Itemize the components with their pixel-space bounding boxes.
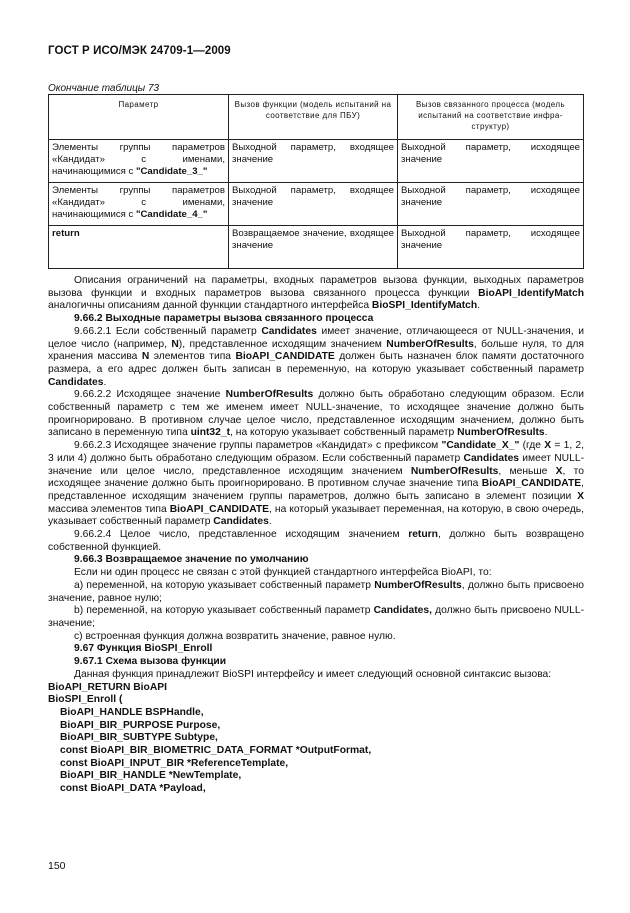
page-number: 150 xyxy=(48,860,66,872)
column-header: Вызов функции (модель испытаний на соответствие для ПБУ) xyxy=(229,95,398,140)
section-heading: 9.67.1 Схема вызова функции xyxy=(74,656,227,668)
list-item: а) переменной, на которую указывает собственный параметр NumberOfResults, должно быть присвоено значение, равное нулю; xyxy=(48,579,584,604)
table-caption: Окончание таблицы 73 xyxy=(48,83,160,94)
table-cell: Выходной параметр, входящее значение xyxy=(229,140,398,183)
column-header: Параметр xyxy=(49,95,229,140)
section-heading: 9.67 Функция BioSPI_Enroll xyxy=(74,643,213,655)
section-heading: 9.66.2 Выходные параметры вызова связанного процесса xyxy=(74,313,374,325)
paragraph: Данная функция принадлежит BioSPI интерфейсу и имеет следующий основной синтаксис вызова: xyxy=(74,668,552,680)
paragraph: Если ни один процесс не связан с этой функцией стандартного интерфейса BioAPI, то: xyxy=(74,567,492,579)
table-cell: Выходной параметр, входящее значение xyxy=(229,183,398,226)
code-line: BioAPI_BIR_HANDLE *NewTemplate, xyxy=(60,770,242,782)
paragraph: 9.66.2.4 Целое число, представленное исходящим значением return, должно быть возвращено собственной функцией. xyxy=(48,529,584,553)
code-line: BioSPI_Enroll ( xyxy=(48,694,123,706)
table-cell: Элементы группы параметров «Кандидат» с именами, начинающимися с "Candidate_3_" xyxy=(49,140,229,183)
table-header-row xyxy=(49,95,584,140)
code-line: const BioAPI_DATA *Payload, xyxy=(60,783,206,795)
body-text xyxy=(48,275,584,796)
table-row xyxy=(49,183,584,226)
code-line: BioAPI_BIR_PURPOSE Purpose, xyxy=(60,719,221,731)
document-header: ГОСТ Р ИСО/МЭК 24709-1—2009 xyxy=(48,45,231,57)
table-cell: return xyxy=(49,226,229,269)
list-item: b) переменной, на которую указывает собственный параметр Candidates, должно быть присвоено NULL-значение; xyxy=(48,605,585,629)
table-cell: Выходной параметр, исходящее значение xyxy=(398,140,584,183)
column-header: Вызов связанного процесса (модель испытаний на соответствие инфра-структур) xyxy=(398,95,584,140)
table-cell: Элементы группы параметров «Кандидат» с именами, начинающимися с "Candidate_4_" xyxy=(49,183,229,226)
code-line: BioAPI_BIR_SUBTYPE Subtype, xyxy=(60,732,218,744)
table-cell: Возвращаемое значение, входящее значение xyxy=(229,226,398,269)
section-heading: 9.66.3 Возвращаемое значение по умолчанию xyxy=(74,554,309,566)
code-line: BioAPI_HANDLE BSPHandle, xyxy=(60,706,204,718)
table-cell: Выходной параметр, исходящее значение xyxy=(398,183,584,226)
paragraph: Описания ограничений на параметры, входных параметров вызова функции, выходных параметров вызова функции и входных параметров вызова связанного процесса функции BioAPI_IdentifyMatch аналогичны описаниям данной функции стандартного интерфейса BioSPI_IdentifyMatch. xyxy=(48,275,584,312)
paragraph: 9.66.2.2 Исходящее значение NumberOfResults должно быть обработано следующим образом. Если собственный параметр с тем же именем имеет NULL-значение, то исходящее значение должно быть проигнорировано. В противном случае целое число, представленное исходящим значением, должно быть записано в переменную типа uint32_t, на которую указывает собственный параметр NumberOfResults. xyxy=(48,389,584,439)
table-cell: Выходной параметр, исходящее значение xyxy=(398,226,584,269)
paragraph: 9.66.2.1 Если собственный параметр Candidates имеет значение, отличающееся от NULL-значения, и целое число (например, N), представленное исходящим значением NumberOfResults, больше нуля, то для хранения массива N элементов типа BioAPI_CANDIDATE должен быть назначен блок памяти достаточного размера, а его адрес должен быть записан в переменную, на которую указывает собственный параметр Candidates. xyxy=(48,325,584,388)
table-row xyxy=(49,226,584,269)
code-line: BioAPI_RETURN BioAPI xyxy=(48,681,167,693)
code-line: const BioAPI_INPUT_BIR *ReferenceTemplate, xyxy=(60,757,289,769)
paragraph: 9.66.2.3 Исходящее значение группы параметров «Кандидат» с префиксом "Candidate_X_" (где X = 1, 2, 3 или 4) должно быть обработано следующим образом. Если собственный параметр Candidates имеет NULL-значение или целое число, представленное исходящим значением NumberOfResults, меньше X, то исходящее значение должно быть проигнорировано. В противном случае значение типа BioAPI_CANDIDATE, представленное исходящим значением группы параметров, должно быть записано в элемент позиции X массива элементов типа BioAPI_CANDIDATE, на который указывает переменная, на которую, в свою очередь, указывает собственный параметр Candidates. xyxy=(48,440,584,528)
table-73 xyxy=(48,94,584,269)
code-line: const BioAPI_BIR_BIOMETRIC_DATA_FORMAT *OutputFormat, xyxy=(60,745,372,757)
table-row xyxy=(49,140,584,183)
list-item: c) встроенная функция должна возвратить значение, равное нулю. xyxy=(74,630,396,642)
